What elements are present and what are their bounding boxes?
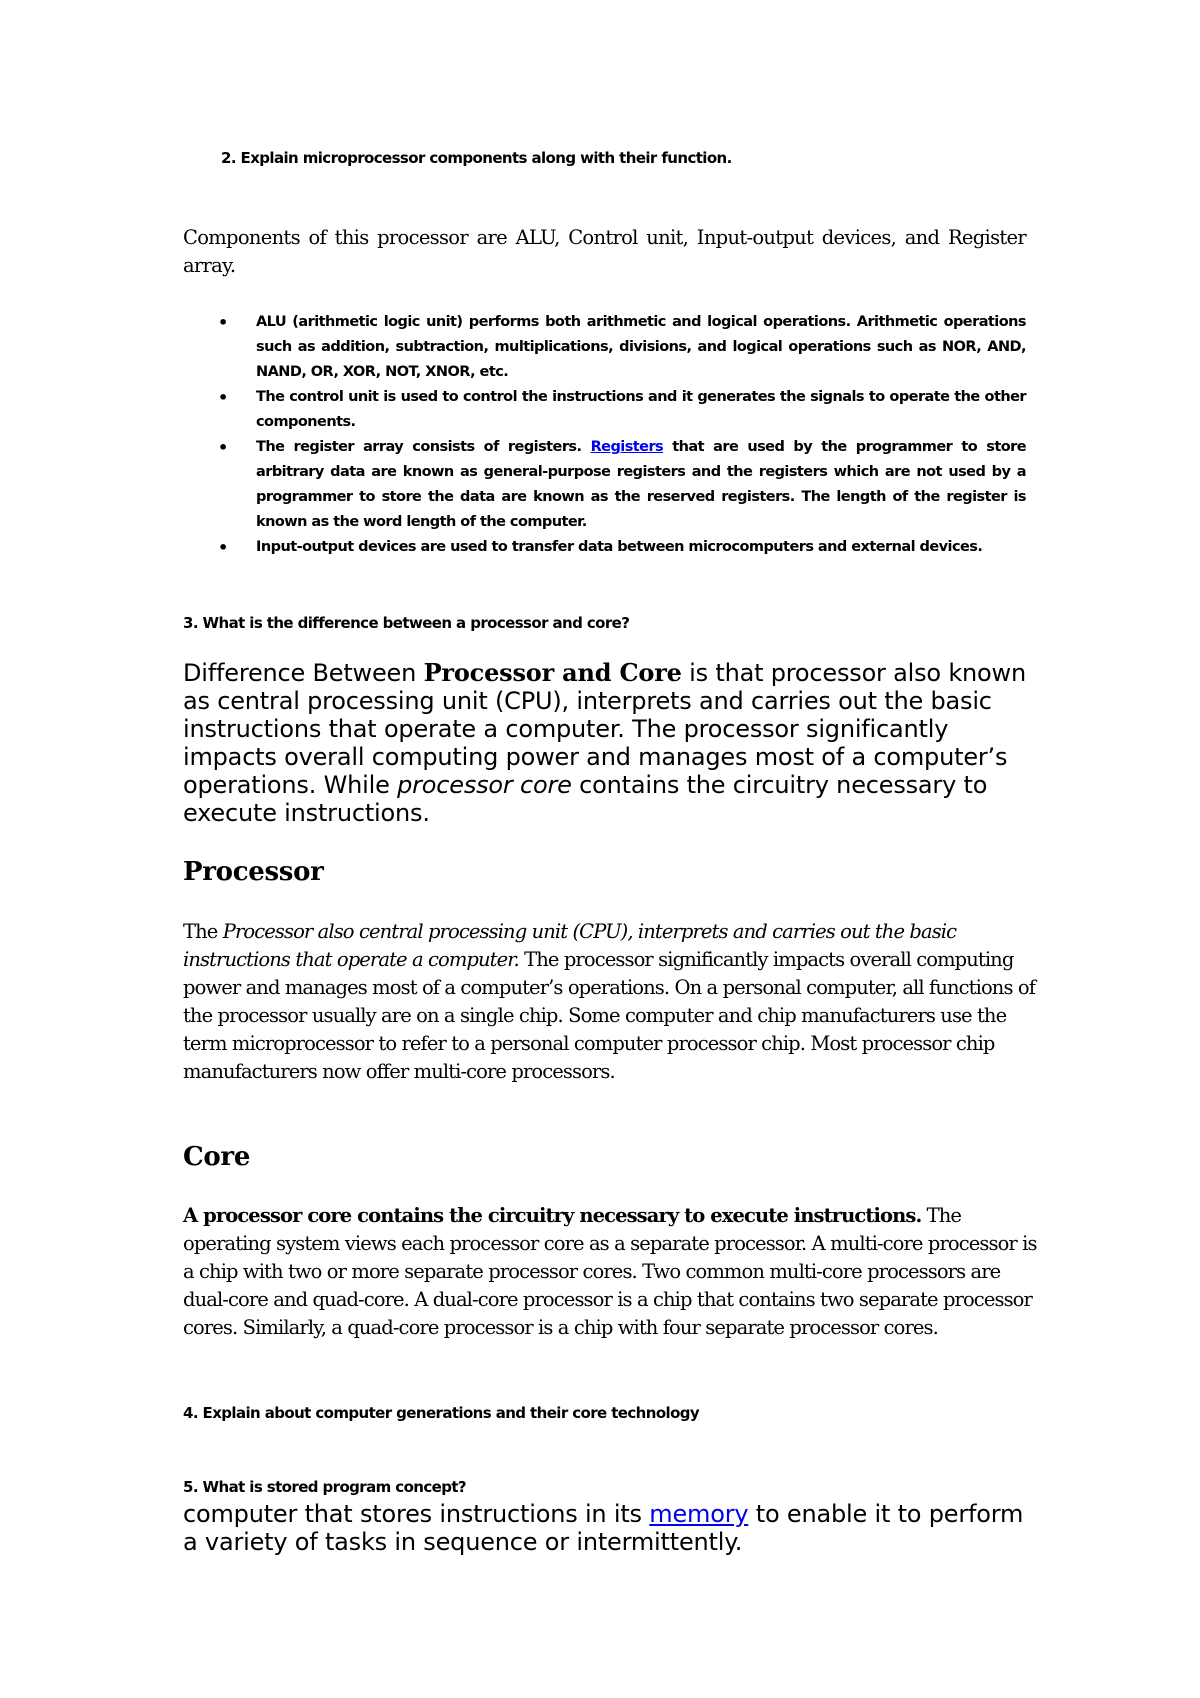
bullet-register-array: [183, 435, 1026, 535]
bullet-control-unit: [183, 385, 1026, 435]
processor-heading: Processor: [183, 857, 324, 887]
question-5-heading: 5. What is stored program concept?: [183, 1478, 467, 1496]
bullet-io-devices: [183, 535, 1026, 560]
bullet-icon: •: [218, 538, 228, 557]
core-bold: A processor core contains the circuitry necessary to execute instructions.: [183, 1204, 922, 1227]
bullet-io-devices-text: Input-output devices are used to transfer data between microcomputers and external devices.: [256, 539, 983, 555]
processor-italic: Processor also central processing unit (CPU), interprets and carries out the basic instructions that operate a computer.: [183, 920, 957, 971]
processor-paragraph: [183, 918, 1043, 1086]
bullet-icon: •: [218, 388, 228, 407]
bullet-alu: [183, 310, 1026, 385]
bullet-register-array-text: The register array consists of registers.: [256, 439, 591, 455]
question-2-heading: 2. Explain microprocessor components along with their function.: [221, 149, 732, 167]
core-post: The operating system views each processor core as a separate processor. A multi-core processor is a chip with two or more separate processor cores. Two common multi-core processors are dual-core and quad-core. A dual-core processor is a chip that contains two separate processor cores. Similarly, a quad-core processor is a chip with four separate processor cores.: [183, 1204, 1037, 1339]
question-3-heading: 3. What is the difference between a processor and core?: [183, 614, 630, 632]
registers-link[interactable]: Registers: [590, 439, 664, 455]
q5-answer-post: to enable it to perform a variety of tasks in sequence or intermittently.: [183, 1500, 1024, 1556]
bullet-register-array-text-cont: that are used by the programmer to store arbitrary data are known as general-purpose registers and the registers which are not used by a programmer to store the data are known as the reserved registers. The length of the register is known as the word length of the computer.: [256, 439, 1026, 530]
q2-intro-paragraph: Components of this processor are ALU, Control unit, Input-output devices, and Register array.: [183, 226, 1026, 277]
q5-answer-paragraph: [183, 1500, 1043, 1556]
core-paragraph: [183, 1202, 1043, 1342]
bullet-alu-text: ALU (arithmetic logic unit) performs both arithmetic and logical operations. Arithmetic operations such as addition, subtraction, multiplications, divisions, and logical operations such as NOR, AND, NAND, OR, XOR, NOT, XNOR, etc.: [256, 314, 1026, 380]
core-heading: Core: [183, 1142, 251, 1172]
bullet-icon: •: [218, 438, 228, 457]
bullet-icon: •: [218, 313, 228, 332]
question-4-heading: 4. Explain about computer generations and their core technology: [183, 1404, 700, 1422]
q5-answer-pre: computer that stores instructions in its: [183, 1500, 650, 1528]
q2-bullet-list: [183, 310, 1026, 560]
q3-answer-mid: is that processor also known as central processing unit (CPU), interprets and carries out the basic instructions that operate a computer. The processor significantly impacts overall computing power and manages most of a computer’s operations. While: [183, 659, 1026, 799]
q3-answer-post: contains the circuitry necessary to execute instructions.: [183, 771, 988, 827]
q3-answer-pre: Difference Between: [183, 659, 424, 687]
processor-pre: The: [183, 920, 223, 943]
processor-post: The processor significantly impacts overall computing power and manages most of a computer’s operations. On a personal computer, all functions of the processor usually are on a single chip. Some computer and chip manufacturers use the term microprocessor to refer to a personal computer processor chip. Most processor chip manufacturers now offer multi-core processors.: [183, 948, 1036, 1083]
bullet-control-unit-text: The control unit is used to control the instructions and it generates the signals to operate the other components.: [256, 389, 1026, 430]
q3-answer-paragraph: [183, 659, 1043, 827]
memory-link[interactable]: memory: [649, 1500, 749, 1528]
q3-answer-italic: processor core: [397, 771, 572, 799]
q3-answer-bold: Processor and Core: [423, 658, 682, 687]
